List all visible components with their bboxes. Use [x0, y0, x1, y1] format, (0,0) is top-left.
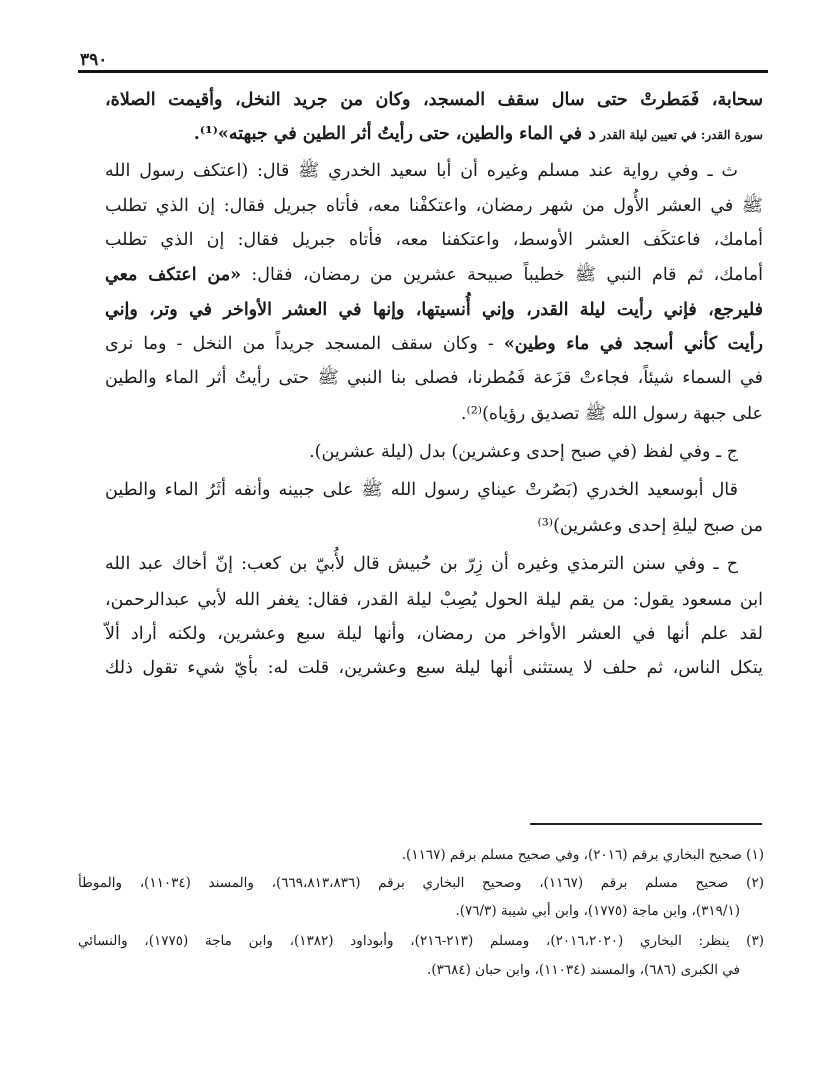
text-line: [105, 298, 763, 322]
text-segment: لقد علم أنها في العشر الأواخر من رمضان، وأنها ليلة سبع وعشرين، ولكنه أراد ألاّ: [105, 624, 763, 644]
text-segment: ﷺ في العشر الأُول من شهر رمضان، واعتكفْنا معه، فأتاه جبريل فقال: إن الذي تطلب: [105, 196, 763, 216]
text-segment: ث ـ وفي رواية عند مسلم وغيره أن أبا سعيد الخدري ﷺ قال: (اعتكف رسول الله: [105, 161, 738, 181]
text-line: [105, 194, 763, 218]
text-line: [461, 402, 763, 426]
footnote-line: (٢) صحيح مسلم برقم (١١٦٧)، وصحيح البخاري برقم (٦٦٩،٨١٣،٨٣٦)، والمسند (١١٠٣٤)، والموطأ: [78, 875, 764, 891]
text-line: [105, 332, 763, 356]
text-segment: أمامك، ثم قام النبي ﷺ خطيباً صبيحة عشرين من رمضان، فقال:: [241, 265, 763, 285]
text-segment: في السماء شيئاً، فجاءتْ قزَعة فَمُطرنا، فصلى بنا النبي ﷺ حتى رأيتُ أثر الماء والطين: [105, 368, 763, 388]
text-line: [537, 514, 763, 538]
footnote-line: في الكبرى (٦٨٦)، والمسند (١١٠٣٤)، وابن حبان (٣٦٨٤).: [427, 962, 740, 978]
text-segment: قال أبوسعيد الخدري (بَصُرتْ عيناي رسول الله ﷺ على جبينه وأنفه أثَرُ الماء والطين: [105, 480, 738, 500]
text-segment: من صبح ليلةِ إحدى وعشرين)⁽³⁾: [537, 516, 763, 536]
text-segment: أمامك، فاعتكَف العشر الأوسط، واعتكفنا معه، فأتاه جبريل فقال: إن الذي تطلب: [105, 230, 763, 250]
footnote-line: (٣) ينظر: البخاري (٢٠١٦،٢٠٢٠)، ومسلم (٢١٣-٢١٦)، وأبوداود (١٣٨٢)، وابن ماجة (١٧٧٥)، والنسائي: [78, 933, 764, 949]
page-number: ٣٩٠: [80, 50, 108, 70]
header-rule: [78, 70, 768, 73]
text-segment: رأيت كأني أسجد في ماء وطين»: [503, 334, 764, 354]
text-segment: ج ـ وفي لفظ (في صبح إحدى وعشرين) بدل (ليلة عشرين).: [309, 442, 738, 462]
running-header: سورة القدر: في تعيين ليلة القدر: [595, 128, 763, 142]
text-line: [309, 440, 738, 464]
text-segment: - وكان سقف المسجد جريداً من النخل - وما نرى: [105, 334, 504, 354]
text-segment: فليرجع، فإني رأيت ليلة القدر، وإني أُنسيتها، وإنها في العشر الأواخر في وتر، وإني: [105, 300, 763, 320]
text-line: [105, 228, 763, 252]
text-line: [105, 622, 763, 646]
text-segment: يتكل الناس، ثم حلف لا يستثنى أنها ليلة سبع وعشرين، قلت له: بأيّ شيء تقول ذلك: [105, 658, 763, 678]
text-line: [105, 588, 763, 612]
text-line: [105, 478, 738, 502]
text-segment: ابن مسعود يقول: من يقم ليلة الحول يُصِبْ ليلة القدر، فقال: يغفر الله لأبي عبدالرحمن،: [105, 590, 763, 610]
text-line: [105, 263, 763, 287]
text-line: [105, 656, 763, 680]
text-line: [105, 366, 763, 390]
footnote-separator: [530, 823, 762, 825]
text-segment: سحابة، فَمَطرتْ حتى سال سقف المسجد، وكان من جريد النخل، وأقيمت الصلاة،: [105, 90, 763, 110]
text-line: [105, 552, 738, 576]
footnote-line: (٣١٩/١)، وابن ماجة (١٧٧٥)، وابن أبي شيبة (٧٦/٣).: [455, 903, 740, 919]
text-segment: ح ـ وفي سنن الترمذي وغيره أن زِرّ بن حُبيش قال لأُبيّ بن كعب: إنّ أخاك عبد الله: [105, 554, 738, 574]
text-line: [105, 88, 763, 112]
text-segment: د في الماء والطين، حتى رأيتُ أثر الطين في جبهته»⁽¹⁾.: [193, 124, 596, 144]
footnote-line: (١) صحيح البخاري برقم (٢٠١٦)، وفي صحيح مسلم برقم (١١٦٧).: [401, 847, 764, 863]
text-line: [105, 159, 738, 183]
text-segment: «من اعتكف معي: [105, 265, 242, 285]
text-segment: على جبهة رسول الله ﷺ تصديق رؤياه)⁽²⁾.: [460, 404, 763, 424]
text-line: [194, 122, 763, 147]
